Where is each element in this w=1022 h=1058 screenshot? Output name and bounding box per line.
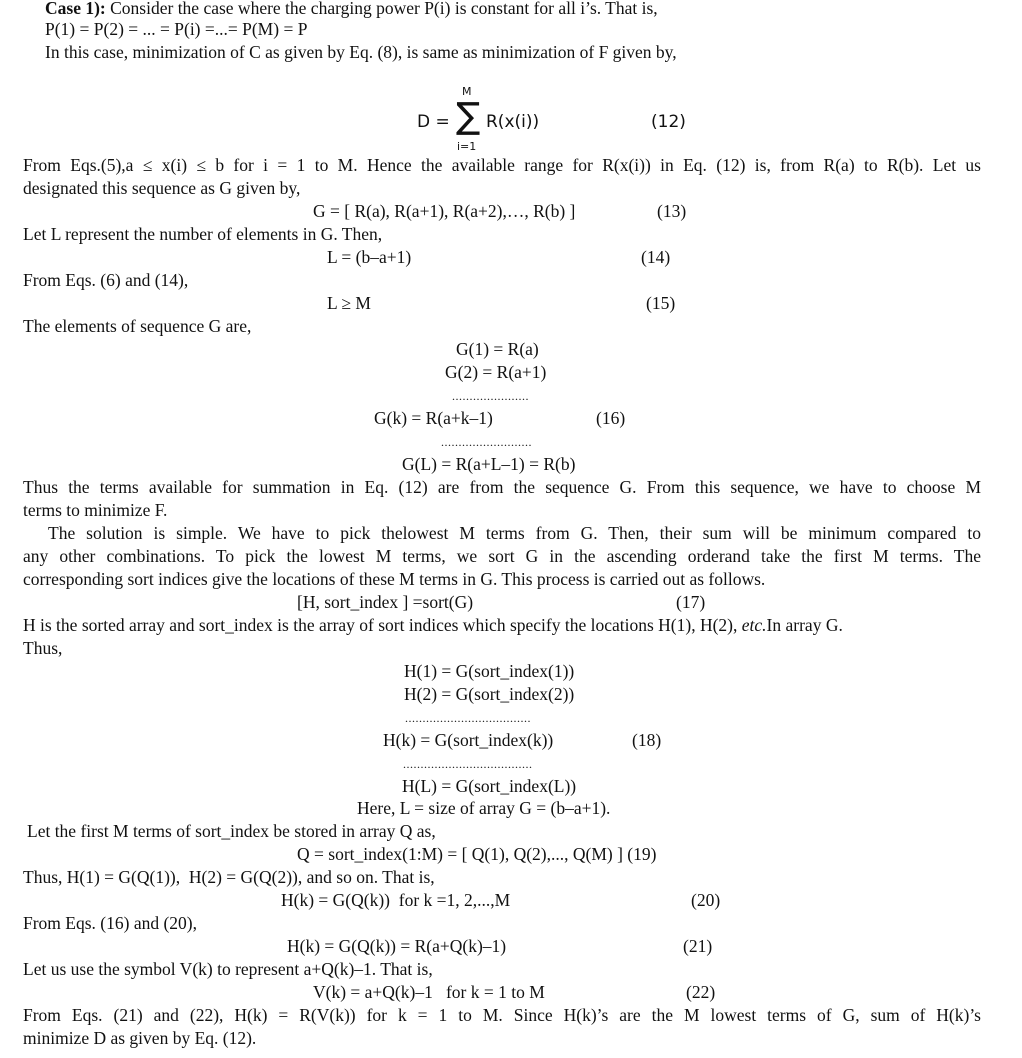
from-eqs-6-14-line: From Eqs. (6) and (14), (23, 270, 189, 290)
let-us-V-line: Let us use the symbol V(k) to represent a+Q(k)–1. That is, (23, 959, 433, 979)
equation-21: H(k) = G(Q(k)) = R(a+Q(k)–1) (287, 936, 507, 956)
eq22-number: (22) (686, 982, 716, 1002)
eq20-number: (20) (691, 890, 721, 910)
equation-15: L ≥ M (327, 293, 371, 313)
eq12-lower-limit: i=1 (457, 140, 477, 153)
case-line (45, 0, 658, 18)
thus-line: Thus, (23, 638, 63, 658)
eq15-number: (15) (646, 293, 676, 313)
eq16-ellipsis-1: ...................... (452, 389, 529, 403)
minimize-D-line: minimize D as given by Eq. (12). (23, 1028, 257, 1048)
case-text: Consider the case where the charging power P(i) is constant for all i’s. That is, (105, 0, 658, 18)
etc-text: etc. (741, 615, 767, 635)
minimize-F-line: terms to minimize F. (23, 500, 168, 520)
equation-20: H(k) = G(Q(k)) for k =1, 2,...,M (281, 890, 511, 910)
equation-22: V(k) = a+Q(k)–1 for k = 1 to M (313, 982, 545, 1002)
eq16-g1: G(1) = R(a) (456, 339, 539, 359)
power-equality-line: P(1) = P(2) = ... = P(i) =...= P(M) = P (45, 19, 308, 39)
elements-G-line: The elements of sequence G are, (23, 316, 252, 336)
eq18-number: (18) (632, 730, 662, 750)
designated-line: designated this sequence as G given by, (23, 178, 301, 198)
eq12-number: (12) (651, 112, 686, 132)
solution-line-3: corresponding sort indices give the locations of these M terms in G. This process is carried out as follows. (23, 569, 766, 589)
let-L-line: Let L represent the number of elements in G. Then, (23, 224, 383, 244)
equation-19: Q = sort_index(1:M) = [ Q(1), Q(2),..., Q(M) ] (19) (297, 844, 657, 864)
eq16-gL: G(L) = R(a+L–1) = R(b) (402, 454, 576, 474)
let-first-M-line: Let the first M terms of sort_index be stored in array Q as, (27, 821, 436, 841)
eq18-hk: H(k) = G(sort_index(k)) (383, 730, 554, 750)
here-L-line: Here, L = size of array G = (b–a+1). (357, 798, 611, 818)
h-sorted-text: H is the sorted array and sort_index is the array of sort indices which specify the locations H(1), H(2), (23, 615, 738, 635)
h-sorted-tail: In array G. (766, 615, 843, 635)
equation-13: G = [ R(a), R(a+1), R(a+2),…, R(b) ] (313, 201, 576, 221)
eq17-number: (17) (676, 592, 706, 612)
eq12-upper-limit: M (462, 85, 472, 98)
eq18-h1: H(1) = G(sort_index(1)) (404, 661, 575, 681)
from-eqs-5-line: From Eqs.(5),a ≤ x(i) ≤ b for i = 1 to M. Hence the available range for R(x(i)) in Eq. (12) is, from R(a) to R(b). Let us (23, 155, 981, 175)
solution-line-1: The solution is simple. We have to pick thelowest M terms from G. Then, their sum will be minimum compared to (48, 523, 981, 543)
from-eqs-16-20-line: From Eqs. (16) and (20), (23, 913, 198, 933)
eq18-ellipsis-1: .................................... (405, 711, 531, 725)
eq16-number: (16) (596, 408, 626, 428)
eq18-h2: H(2) = G(sort_index(2)) (404, 684, 575, 704)
eq12-lhs: D = (417, 112, 450, 132)
equation-14: L = (b–a+1) (327, 247, 412, 267)
eq16-gk: G(k) = R(a+k–1) (374, 408, 493, 428)
eq16-ellipsis-2: .......................... (441, 435, 532, 449)
eq13-number: (13) (657, 201, 687, 221)
thus-H1-line: Thus, H(1) = G(Q(1)), H(2) = G(Q(2)), and so on. That is, (23, 867, 435, 887)
h-sorted-line (23, 615, 843, 635)
equation-17: [H, sort_index ] =sort(G) (297, 592, 474, 612)
eq14-number: (14) (641, 247, 671, 267)
minimization-intro-line: In this case, minimization of C as given by Eq. (8), is same as minimization of F given by, (45, 42, 677, 62)
case-heading: Case 1): (45, 0, 106, 18)
eq21-number: (21) (683, 936, 713, 956)
from-eqs-21-22-line: From Eqs. (21) and (22), H(k) = R(V(k)) for k = 1 to M. Since H(k)’s are the M lowest terms of G, sum of H(k)’s (23, 1005, 981, 1025)
eq16-g2: G(2) = R(a+1) (445, 362, 547, 382)
eq12-body: R(x(i)) (486, 112, 540, 132)
solution-line-2: any other combinations. To pick the lowest M terms, we sort G in the ascending orderand take the first M terms. The (23, 546, 981, 566)
thus-terms-line: Thus the terms available for summation in Eq. (12) are from the sequence G. From this sequence, we have to choose M (23, 477, 981, 497)
eq18-hL: H(L) = G(sort_index(L)) (402, 776, 577, 796)
sigma-symbol: ∑ (456, 96, 481, 137)
eq18-ellipsis-2: ..................................... (403, 757, 533, 771)
